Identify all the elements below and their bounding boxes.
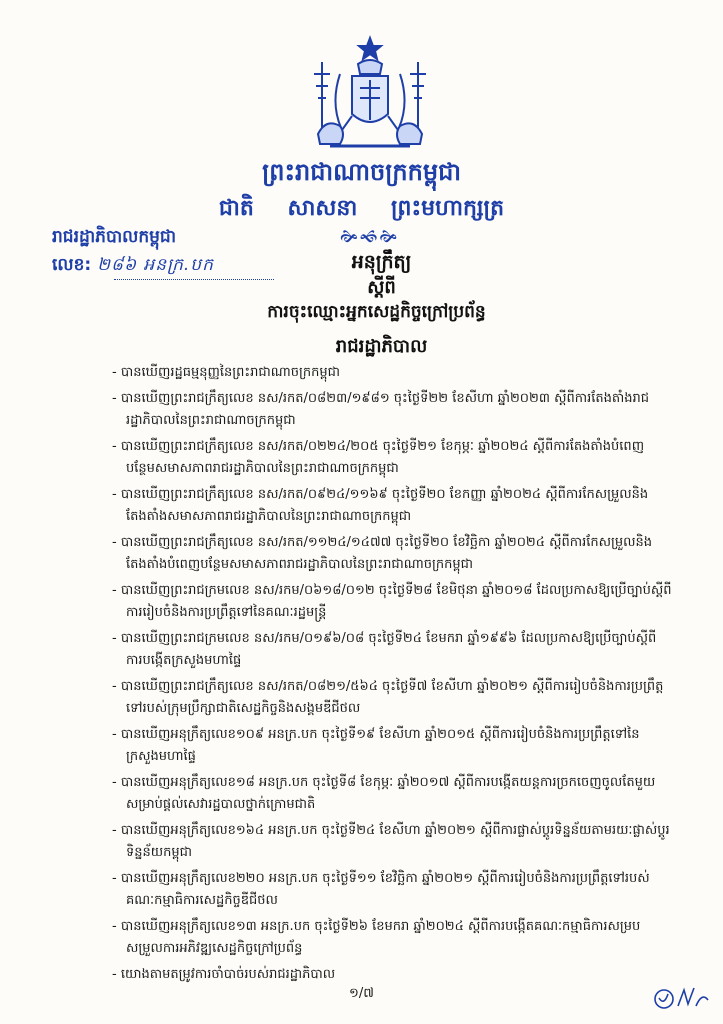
preamble-clause: - បានឃើញព្រះរាជក្រមលេខ នស/រកម/០៦១៨/០១២ ចុះថ្ងៃទី២៨ ខែមិថុនា ឆ្នាំ២០១៨ ដែលប្រកាសឱ្យប្រើច្បាប់ស្តីពីការរៀបចំនិងការប្រព្រឹត្តទៅនៃគណៈរដ្ឋមន្ត្រី <box>112 580 672 624</box>
preamble-clause: - បានឃើញព្រះរាជក្រឹត្យលេខ នស/រកត/០៨២១/៥៦៤ ចុះថ្ងៃទី៧ ខែសីហា ឆ្នាំ២០២១ ស្តីពីការរៀបចំនិងការប្រព្រឹត្តទៅរបស់ក្រុមប្រឹក្សាជាតិសេដ្ឋកិច្ចនិងសង្គមឌីជីថល <box>112 676 672 720</box>
ornamental-divider: 🙞🙜🙞 <box>340 227 400 246</box>
royal-coat-of-arms-emblem <box>300 34 440 154</box>
document-type-heading: អនុក្រឹត្យ <box>351 251 412 273</box>
kingdom-title: ព្រះរាជាណាចក្រកម្ពុជា <box>262 158 461 186</box>
preamble-clause: - យោងតាមតម្រូវការចាំបាច់របស់រាជរដ្ឋាភិបាល <box>112 964 672 986</box>
preamble-clause: - បានឃើញព្រះរាជក្រមលេខ នស/រកម/០១៩៦/០៨ ចុះថ្ងៃទី២៤ ខែមករា ឆ្នាំ១៩៩៦ ដែលប្រកាសឱ្យប្រើច្បាប់ស្តីពីការបង្កើតក្រសួងមហាផ្ទៃ <box>112 628 672 672</box>
preamble-clause: - បានឃើញអនុក្រឹត្យលេខ២២០ អនក្រ.បក ចុះថ្ងៃទី១១ ខែវិច្ឆិកា ឆ្នាំ២០២១ ស្តីពីការរៀបចំនិងការប្រព្រឹត្តទៅរបស់គណៈកម្មាធិការសេដ្ឋកិច្ចឌីជីថល <box>112 868 672 912</box>
subject-heading: ការចុះឈ្មោះអ្នកសេដ្ឋកិច្ចក្រៅប្រព័ន្ធ <box>267 302 486 322</box>
document-number-value: ២៨៦ អនក្រ.បក <box>97 255 214 275</box>
preamble-clause: - បានឃើញអនុក្រឹត្យលេខ១៦៤ អនក្រ.បក ចុះថ្ងៃទី២៤ ខែសីហា ឆ្នាំ២០២១ ស្តីពីការផ្លាស់ប្តូរទិន្នន័យតាមរយៈផ្លាស់ប្តូរទិន្នន័យកម្ពុជា <box>112 820 672 864</box>
document-number-label: លេខ: <box>52 255 92 275</box>
page-number: ១/៧ <box>349 986 374 1001</box>
preamble-clause: - បានឃើញអនុក្រឹត្យលេខ១៨ អនក្រ.បក ចុះថ្ងៃទី៨ ខែកុម្ភៈ ឆ្នាំ២០១៧ ស្តីពីការបង្កើតយន្តការច្រកចេញចូលតែមួយសម្រាប់ផ្តល់សេវារដ្ឋបាលថ្នាក់ក្រោមជាតិ <box>112 772 672 816</box>
authority-heading: រាជរដ្ឋាភិបាល <box>335 336 428 357</box>
preamble-clause: - បានឃើញព្រះរាជក្រឹត្យលេខ នស/រកត/០២២៤/២០៥ ចុះថ្ងៃទី២១ ខែកុម្ភៈ ឆ្នាំ២០២៤ ស្តីពីការតែងតាំងបំពេញបន្ថែមសមាសភាពរាជរដ្ឋាភិបាលនៃព្រះរាជាណាចក្រកម្ពុជា <box>112 436 672 480</box>
preamble-clause: - បានឃើញព្រះរាជក្រឹត្យលេខ នស/រកត/០៨២៣/១៩៨១ ចុះថ្ងៃទី២២ ខែសីហា ឆ្នាំ២០២៣ ស្តីពីការតែងតាំងរាជរដ្ឋាភិបាលនៃព្រះរាជាណាចក្រកម្ពុជា <box>112 388 672 432</box>
preamble-clause: - បានឃើញព្រះរាជក្រឹត្យលេខ នស/រកត/១១២៤/១៤៧៧ ចុះថ្ងៃទី២០ ខែវិច្ឆិកា ឆ្នាំ២០២៤ ស្តីពីការកែសម្រួលនិងតែងតាំងបំពេញបន្ថែមសមាសភាពរាជរដ្ឋាភិបាលនៃព្រះរាជាណាចក្រកម្ពុជា <box>112 532 672 576</box>
preamble-clause: - បានឃើញអនុក្រឹត្យលេខ១៣ អនក្រ.បក ចុះថ្ងៃទី២៦ ខែមករា ឆ្នាំ២០២៤ ស្តីពីការបង្កើតគណៈកម្មាធិការសម្របសម្រួលការអភិវឌ្ឍសេដ្ឋកិច្ចក្រៅប្រព័ន្ធ <box>112 916 672 960</box>
about-heading: ស្តីពី <box>367 277 396 298</box>
preamble-clause: - បានឃើញរដ្ឋធម្មនុញ្ញនៃព្រះរាជាណាចក្រកម្ពុជា <box>112 362 672 384</box>
national-motto: ជាតិ សាសនា ព្រះមហាក្សត្រ <box>218 196 505 221</box>
handwritten-initials-signature <box>652 982 712 1016</box>
preamble-clause: - បានឃើញព្រះរាជក្រឹត្យលេខ នស/រកត/០៩២៤/១១៦៩ ចុះថ្ងៃទី២០ ខែកញ្ញា ឆ្នាំ២០២៤ ស្តីពីការកែសម្រួលនិងតែងតាំងសមាសភាពរាជរដ្ឋាភិបាលនៃព្រះរាជាណាចក្រកម្ពុជា <box>112 484 672 528</box>
issuing-authority: រាជរដ្ឋាភិបាលកម្ពុជា <box>52 227 177 247</box>
preamble-clauses <box>112 362 672 990</box>
preamble-clause: - បានឃើញអនុក្រឹត្យលេខ១០៩ អនក្រ.បក ចុះថ្ងៃទី១៩ ខែសីហា ឆ្នាំ២០១៥ ស្តីពីការរៀបចំនិងការប្រព្រឹត្តទៅនៃក្រសួងមហាផ្ទៃ <box>112 724 672 768</box>
